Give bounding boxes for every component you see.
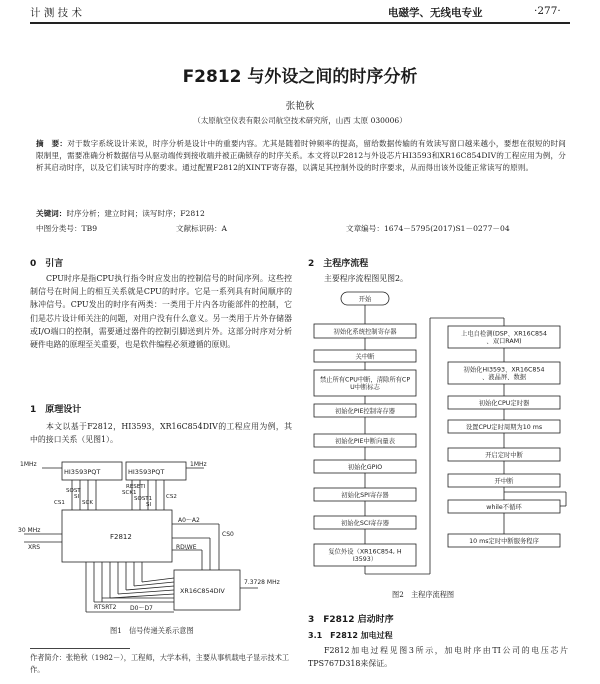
svg-text:初始化SPI寄存器: 初始化SPI寄存器 bbox=[341, 491, 389, 499]
rdwe-label: RD\WE bbox=[176, 544, 197, 551]
figure-1-diagram bbox=[14, 452, 300, 622]
cpu-label: F2812 bbox=[110, 533, 132, 541]
svg-text:开启定时中断: 开启定时中断 bbox=[485, 451, 523, 459]
svg-text:初始化GPIO: 初始化GPIO bbox=[347, 463, 383, 471]
keywords-label: 关键词： bbox=[36, 209, 67, 218]
svg-text:开始: 开始 bbox=[358, 295, 372, 303]
flow-right-step-2 bbox=[448, 396, 560, 409]
clk4-label: 7.3728 MHz bbox=[244, 579, 280, 586]
sig-left-3: CS1 bbox=[54, 500, 65, 506]
flow-left-step-2 bbox=[314, 370, 416, 396]
svg-text:设置CPU定时周期为10 ms: 设置CPU定时周期为10 ms bbox=[465, 423, 543, 431]
figure-1-caption: 图1 信号传递关系示意图 bbox=[110, 626, 194, 635]
svg-text:初始化PIE中断向量表: 初始化PIE中断向量表 bbox=[334, 437, 396, 445]
sig-left-2: SCK bbox=[82, 500, 93, 506]
chip1-label: HI3593PQT bbox=[64, 468, 101, 476]
svg-text:I3593）: I3593） bbox=[352, 556, 378, 564]
addr-label: A0～A2 bbox=[178, 517, 200, 524]
svg-text:关中断: 关中断 bbox=[355, 353, 375, 361]
svg-text:10 ms定时中断服务程序: 10 ms定时中断服务程序 bbox=[469, 537, 539, 545]
svg-text:、液晶屏、数据: 、液晶屏、数据 bbox=[481, 374, 527, 382]
svg-text:U中断标志: U中断标志 bbox=[350, 384, 380, 392]
figure-2-flowchart bbox=[308, 288, 570, 588]
section-name: 电磁学、无线电专业 bbox=[388, 7, 483, 19]
flow-right-step-6 bbox=[448, 500, 560, 513]
xrs-label: XRS bbox=[28, 544, 41, 551]
svg-text:初始化PIE控制寄存器: 初始化PIE控制寄存器 bbox=[334, 407, 396, 415]
section-3-1-title: 3.1 F2812 加电过程 bbox=[308, 631, 393, 640]
clk2-label: 1MHz bbox=[190, 461, 207, 468]
svg-text:复位外设（XR16C854, H: 复位外设（XR16C854, H bbox=[328, 548, 402, 556]
article-number: 文章编号：1674－5795(2017)S1－0277－04 bbox=[346, 224, 510, 233]
svg-text:初始化系统控制寄存器: 初始化系统控制寄存器 bbox=[333, 328, 397, 336]
sig-right-3: SI bbox=[146, 502, 152, 508]
header-rule bbox=[30, 22, 570, 24]
journal-name: 计 测 技 术 bbox=[30, 7, 83, 19]
flow-left-step-6 bbox=[314, 488, 416, 501]
flow-right-step-7 bbox=[448, 534, 560, 547]
flow-right-step-5 bbox=[448, 474, 560, 487]
sig-left-1: SI bbox=[74, 494, 80, 500]
cs0-label: CS0 bbox=[222, 531, 234, 538]
figure-2-caption: 图2 主程序流程图 bbox=[392, 590, 455, 599]
section-1-text: 本文以基于F2812，HI3593，XR16C854DIV的工程应用为例，其中的接口关系（见图1）。 bbox=[30, 422, 292, 445]
svg-text:上电自检测(DSP、XR16C854: 上电自检测(DSP、XR16C854 bbox=[461, 330, 547, 338]
svg-text:初始化HI3593、XR16C854: 初始化HI3593、XR16C854 bbox=[463, 366, 545, 374]
clc-number: 中图分类号：TB9 bbox=[36, 224, 98, 233]
sig-right-1: SCK1 bbox=[122, 490, 137, 496]
flow-left-step-3 bbox=[314, 404, 416, 417]
flow-left-step-1 bbox=[314, 350, 416, 362]
flow-left-step-7 bbox=[314, 516, 416, 529]
flow-left-step-8 bbox=[314, 544, 416, 566]
section-1-title: 1 原理设计 bbox=[30, 405, 82, 415]
sig-right-2: SOST1 bbox=[134, 496, 153, 502]
chip2-label: HI3593PQT bbox=[128, 468, 165, 476]
data-bus-label: D0～D7 bbox=[130, 605, 153, 612]
flow-right-step-3 bbox=[448, 420, 560, 433]
section-0-text: CPU时序是指CPU执行指令时应发出的控制信号的时间序列。这些控制信号在时间上的相互关系就是CPU的时序。它是一系列具有时间顺序的脉冲信号。CPU发出的时序有两类：一类用于片内各功能部件的控制，它们是芯片设计师关注的问题，对用户没有什么意义。另一类用于片外存储器或I/O端口的控制，需要通过器件的控制引脚送到片外。这部分时序对分析硬件电路的原理至关重要，也是软件编程必须遵循的原则。 bbox=[30, 274, 292, 350]
abstract-text: 对于数字系统设计来说，时序分析是设计中的重要内容。尤其是随着时钟频率的提高，留给数据传输的有效读写窗口越来越小，要想在很短的时间限制里，需要准确分析数据信号从驱动端传到接收端并被正确锁存的时序关系。本文将以F2812与外设芯片HI3593和XR16C854DIV的工程应用为例，分析其启动时序，以及它们读写时序的要求。通过配置F2812的XINTF寄存器，以满足其控制外设的时序要求，从而得出该外设能正常读写的原则。 bbox=[36, 139, 566, 173]
clk3-label: 30 MHz bbox=[18, 527, 41, 534]
flow-left-step-0 bbox=[314, 324, 416, 338]
svg-text:开中断: 开中断 bbox=[494, 477, 514, 485]
footnote-rule bbox=[30, 648, 130, 649]
author: 张艳秋 bbox=[285, 101, 315, 112]
svg-text:、双口RAM): 、双口RAM) bbox=[486, 338, 522, 346]
article-title: F2812 与外设之间的时序分析 bbox=[182, 67, 418, 87]
affiliation: （太原航空仪表有限公司航空技术研究所，山西 太原 030006） bbox=[193, 116, 407, 125]
uart-label: XR16C854DIV bbox=[180, 587, 225, 595]
rtsrt-label: RTSRT2 bbox=[94, 604, 117, 611]
section-2-text: 主要程序流程图见图2。 bbox=[324, 274, 408, 283]
page-number: ·277· bbox=[534, 5, 561, 17]
section-0-title: 0 引言 bbox=[30, 259, 64, 269]
svg-text:初始化CPU定时器: 初始化CPU定时器 bbox=[478, 399, 530, 407]
sig-right-0: RESETI bbox=[126, 484, 146, 490]
section-2-title: 2 主程序流程 bbox=[308, 259, 369, 269]
flow-right-step-4 bbox=[448, 448, 560, 461]
flow-left-step-4 bbox=[314, 434, 416, 447]
footnote: 作者简介：张艳秋（1982－），工程师，大学本科，主要从事机载电子显示技术工作。 bbox=[30, 653, 290, 674]
keywords-text: 时序分析；建立时间；读写时序；F2812 bbox=[66, 209, 205, 218]
flow-start bbox=[341, 292, 389, 305]
abstract-label: 摘 要： bbox=[36, 139, 68, 148]
sig-left-0: SOST bbox=[66, 488, 81, 494]
section-3-1-text: F2812加电过程见图3所示，加电时序由TI公司的电压芯片TPS767D318来保证。 bbox=[308, 646, 568, 669]
clk1-label: 1MHz bbox=[20, 461, 37, 468]
svg-text:while不循环: while不循环 bbox=[486, 503, 522, 511]
flow-right-step-0 bbox=[448, 326, 560, 348]
section-3-title: 3 F2812 启动时序 bbox=[308, 615, 394, 625]
svg-text:禁止所有CPU中断，清除所有CP: 禁止所有CPU中断，清除所有CP bbox=[319, 376, 411, 384]
svg-text:初始化SCI寄存器: 初始化SCI寄存器 bbox=[340, 519, 390, 527]
document-code: 文献标识码：A bbox=[176, 224, 228, 233]
abstract bbox=[36, 138, 566, 175]
keywords bbox=[36, 208, 205, 219]
sig-right-4: CS2 bbox=[166, 494, 177, 500]
flow-right-step-1 bbox=[448, 362, 560, 384]
flow-left-step-5 bbox=[314, 460, 416, 473]
